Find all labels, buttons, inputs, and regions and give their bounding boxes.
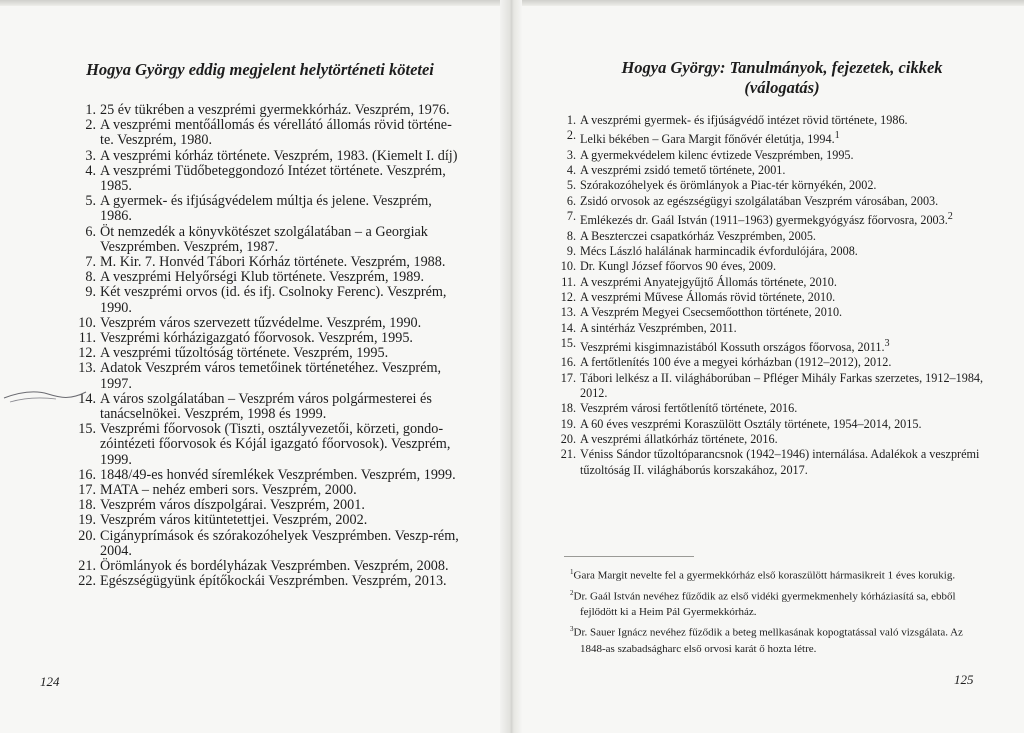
item-number: 11. [78,330,96,347]
item-number: 16. [78,466,96,483]
footnote-ref: 3 [884,337,890,349]
footnote [566,564,986,584]
page-number: 125 [954,672,974,687]
list-item [76,513,461,528]
footnote-mark: 1 [570,568,574,576]
footnote-mark: 3 [570,625,574,634]
right-page-title-line1: Hogya György: Tanulmányok, fejezetek, cikkek [621,58,943,77]
list-item [560,259,990,274]
item-number: 20. [560,432,576,447]
list-item [76,331,461,346]
list-item [76,483,461,498]
footnote-ref: 1 [834,130,840,142]
item-text: A sintérház Veszprémben, 2011. [580,320,737,335]
item-text: A Beszterczei csapatkórház Veszprémben, 2005. [580,228,816,243]
item-number: 21. [78,558,96,575]
item-text: Veszprémi kórházigazgató főorvosok. Veszprém, 1995. [100,330,413,347]
right-page-title [562,58,1002,98]
list-item [76,149,461,164]
item-text: A veszprémi állatkórház története, 2016. [580,432,778,447]
item-text: Veszprémi főorvosok (Tiszti, osztályvezetői, körzeti, gondo-zóintézeti főorvosok és Kójál igazgató főorvosok). Veszprém, 1999. [100,421,451,468]
item-text: Örömlányok és bordélyházak Veszprémben. Veszprém, 2008. [100,558,449,575]
list-item [76,559,461,574]
item-text: A veszprémi kórház története. Veszprém, 1983. (Kiemelt I. díj) [100,147,458,164]
list-item [76,255,461,270]
item-number: 6. [85,223,96,240]
list-item [560,432,990,447]
list-item [560,447,990,478]
list-item [76,498,461,513]
item-number: 12. [78,345,96,362]
list-item [560,128,990,147]
list-item [76,422,461,468]
item-text: A gyermek- és ifjúságvédelem múltja és jelene. Veszprém, 1986. [100,193,432,225]
item-text: A veszprémi mentőállomás és vérellátó állomás rövid történe-te. Veszprém, 1980. [100,117,452,149]
list-item [76,468,461,483]
item-text: MATA – nehéz emberi sors. Veszprém, 2000. [100,482,357,499]
item-text: Veszprém város kitüntetettjei. Veszprém, 2002. [100,512,368,529]
item-number: 17. [560,370,576,385]
item-number: 13. [560,305,576,320]
item-text: Lelki békében – Gara Margit főnővér életútja, 1994. [580,132,835,147]
item-text: Veszprém város díszpolgárai. Veszprém, 2001. [100,497,365,514]
item-text: Adatok Veszprém város temetőinek történetéhez. Veszprém, 1997. [100,360,442,392]
list-item [560,290,990,305]
list-item [76,346,461,361]
list-item [76,103,461,118]
left-page [0,0,500,733]
item-number: 5. [85,193,96,210]
item-text: A város szolgálatában – Veszprém város polgármesterei és tanácselnökei. Veszprém, 1998 és 1999. [100,390,432,423]
item-number: 13. [78,360,96,377]
item-number: 7. [566,209,576,224]
list-item [560,321,990,336]
pen-mark [0,384,90,414]
item-text: 1848/49-es honvéd síremlékek Veszprémben. Veszprém, 1999. [100,466,456,483]
item-number: 4. [85,162,96,179]
item-number: 15. [560,335,576,350]
list-item [560,148,990,163]
list-item [560,275,990,290]
item-number: 2. [566,128,576,143]
item-number: 20. [78,527,96,544]
footnote [566,585,986,621]
right-page-title-line2: (válogatás) [744,78,820,97]
item-number: 21. [560,447,576,462]
item-text: A veszprémi gyermek- és ifjúságvédő intézet rövid története, 1986. [580,113,908,127]
item-text: Egészségügyünk építőkockái Veszprémben. Veszprém, 2013. [100,573,447,590]
item-number: 7. [85,254,96,271]
item-text: Zsidó orvosok az egészségügyi szolgálatában Veszprém városában, 2003. [580,193,939,208]
item-number: 5. [566,178,576,193]
item-text: A veszprémi Művese Állomás rövid története, 2010. [580,289,836,304]
item-number: 16. [560,355,576,370]
item-text: Szórakozóhelyek és örömlányok a Piac-tér környékén, 2002. [580,178,877,193]
item-number: 14. [560,320,576,335]
item-number: 17. [78,482,96,499]
list-item [76,361,461,391]
footnote-text: Gara Margit nevelte fel a gyermekkórház első koraszülött hármasikreit 1 éves korukig. [573,569,956,582]
item-number: 10. [78,314,96,331]
footnote-mark: 2 [570,588,574,597]
item-number: 6. [566,193,576,208]
item-text: A fertőtlenítés 100 éve a megyei kórházban (1912–2012), 2012. [580,355,892,370]
list-item [560,371,990,402]
item-text: Mécs László halálának harmincadik évfordulójára, 2008. [580,243,858,258]
list-item [76,392,461,422]
footnote-separator [564,556,694,557]
list-item [76,574,461,589]
item-text: Veszprém város szervezett tűzvédelme. Veszprém, 1990. [100,314,422,331]
page-number: 124 [40,674,60,689]
list-item [76,225,461,255]
list-item [560,336,990,355]
list-item [560,113,990,128]
item-number: 2. [85,117,96,134]
item-number: 14. [78,390,96,407]
item-text: A 60 éves veszprémi Koraszülött Osztály története, 1954–2014, 2015. [580,416,922,431]
item-number: 10. [560,259,576,274]
footnote-text: Dr. Gaál István nevéhez fűződik az első vidéki gyermekmenhely kórháziasítá sa, ebből fejlődött ki a Heim Pál Gyermekkórház. [573,590,956,619]
right-page-list [560,113,990,478]
list-item [76,529,461,559]
list-item [76,285,461,315]
item-text: Véniss Sándor tűzoltóparancsnok (1942–1946) internálása. Adalékok a veszprémi tűzoltóság II. világháborús korszakához, 2017. [580,447,980,477]
item-text: Veszprém városi fertőtlenítő története, 2016. [580,401,798,416]
item-text: Dr. Kungl József főorvos 90 éves, 2009. [580,259,776,274]
item-number: 19. [560,416,576,431]
item-number: 15. [78,421,96,438]
list-item [76,194,461,224]
item-text: Emlékezés dr. Gaál István (1911–1963) gyermekgyógyász főorvosra, 2003. [580,213,948,228]
list-item [76,118,461,148]
list-item [560,229,990,244]
list-item [560,163,990,178]
item-text: Tábori lelkész a II. világháborúban – Pfléger Mihály Farkas szerzetes, 1912–1984, 2012. [580,370,984,401]
item-text: Cigányprímások és szórakozóhelyek Veszprémben. Veszp-rém, 2004. [100,527,459,559]
item-number: 1. [566,113,576,127]
item-number: 9. [566,243,576,258]
item-text: A veszprémi zsidó temető története, 2001. [580,163,786,178]
item-number: 11. [561,274,576,289]
item-text: 25 év tükrében a veszprémi gyermekkórház. Veszprém, 1976. [100,102,450,118]
list-item [560,417,990,432]
item-text: Két veszprémi orvos (id. és ifj. Csolnoky Ferenc). Veszprém, 1990. [100,284,447,316]
item-number: 18. [560,401,576,416]
footnote-ref: 2 [947,211,953,223]
item-text: A veszprémi tűzoltóság története. Veszprém, 1995. [100,345,389,362]
left-page-list [76,103,461,590]
item-number: 19. [78,512,96,529]
list-item [560,401,990,416]
item-text: Öt nemzedék a könyvkötészet szolgálatában – a Georgiak Veszprémben. Veszprém, 1987. [100,223,428,255]
item-text: A veszprémi Tüdőbeteggondozó Intézet története. Veszprém, 1985. [100,162,446,195]
list-item [560,194,990,209]
list-item [76,316,461,331]
list-item [560,178,990,193]
item-number: 9. [85,284,96,301]
list-item [76,270,461,285]
item-text: Veszprémi kisgimnazistából Kossuth országos főorvosa, 2011. [580,340,885,354]
left-page-title: Hogya György eddig megjelent helytörténeti kötetei [86,60,434,79]
list-item [560,355,990,370]
item-text: A veszprémi Anyatejgyűjtő Állomás története, 2010. [580,274,837,289]
item-number: 4. [566,163,576,178]
item-number: 3. [566,147,576,162]
item-text: M. Kir. 7. Honvéd Tábori Kórház története. Veszprém, 1988. [100,254,446,271]
item-number: 1. [85,102,96,118]
item-number: 3. [85,147,96,164]
item-text: A Veszprém Megyei Csecsemőotthon története, 2010. [580,305,843,320]
item-number: 8. [566,228,576,243]
item-text: A gyermekvédelem kilenc évtizede Veszprémben, 1995. [580,147,854,162]
footnote [566,621,986,657]
list-item [560,244,990,259]
list-item [560,305,990,320]
list-item [560,209,990,228]
footnote-text: Dr. Sauer Ignácz nevéhez fűződik a beteg mellkasának kopogtatással való vizsgálata. Az 1848-as szabadságharc első orvosi karát ő hozta létre. [573,626,963,655]
item-number: 22. [78,573,96,590]
footnotes [566,564,986,658]
item-number: 18. [78,497,96,514]
book-spine [500,0,522,733]
right-page [522,0,1024,733]
list-item [76,164,461,194]
item-number: 8. [85,269,96,286]
item-number: 12. [560,289,576,304]
item-text: A veszprémi Helyőrségi Klub története. Veszprém, 1989. [100,269,424,286]
